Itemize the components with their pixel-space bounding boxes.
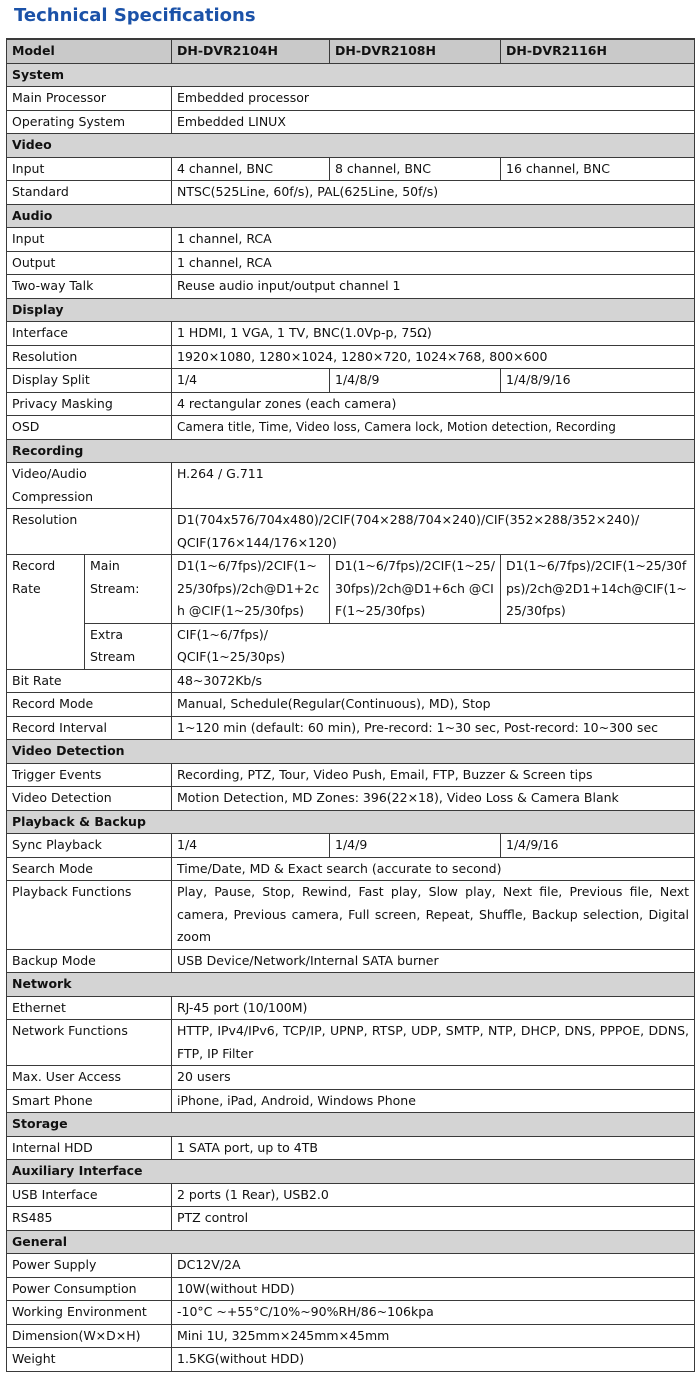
- sub-label: Extra Stream: [85, 623, 172, 669]
- row-value: D1(1~6/7fps)/2CIF(1~25/30fps)/2ch@D1+6ch @CIF(1~25/30fps): [330, 555, 501, 624]
- row-label: Internal HDD: [7, 1136, 172, 1160]
- row-value: iPhone, iPad, Android, Windows Phone: [172, 1089, 695, 1113]
- row-value: 10W(without HDD): [172, 1277, 695, 1301]
- row-value: 48~3072Kb/s: [172, 669, 695, 693]
- row-value: Mini 1U, 325mm×245mm×45mm: [172, 1324, 695, 1348]
- table-row: [7, 1207, 695, 1231]
- row-label: Privacy Masking: [7, 392, 172, 416]
- row-value: DC12V/2A: [172, 1254, 695, 1278]
- row-value: 1/4/8/9: [330, 369, 501, 393]
- row-value: Motion Detection, MD Zones: 396(22×18), Video Loss & Camera Blank: [172, 787, 695, 811]
- row-value: 1 SATA port, up to 4TB: [172, 1136, 695, 1160]
- table-row: [7, 369, 695, 393]
- section-row-video-detection: [7, 740, 695, 764]
- row-value: 8 channel, BNC: [330, 157, 501, 181]
- row-label: Playback Functions: [7, 881, 172, 950]
- row-value: Time/Date, MD & Exact search (accurate to second): [172, 857, 695, 881]
- row-value: 4 channel, BNC: [172, 157, 330, 181]
- row-label: Video/Audio Compression: [7, 463, 172, 509]
- section-title: Network: [7, 973, 695, 997]
- row-label: Power Consumption: [7, 1277, 172, 1301]
- row-value: 1/4: [172, 369, 330, 393]
- row-label: Bit Rate: [7, 669, 172, 693]
- row-value: Reuse audio input/output channel 1: [172, 275, 695, 299]
- table-row: [7, 275, 695, 299]
- row-value: D1(1~6/7fps)/2CIF(1~25/30fps)/2ch@2D1+14ch@CIF(1~25/30fps): [501, 555, 695, 624]
- row-value: 1 HDMI, 1 VGA, 1 TV, BNC(1.0Vp-p, 75Ω): [172, 322, 695, 346]
- table-row: [7, 1324, 695, 1348]
- table-row: [7, 110, 695, 134]
- section-title: Storage: [7, 1113, 695, 1137]
- table-row: [7, 1066, 695, 1090]
- section-row-recording: [7, 439, 695, 463]
- table-row: [7, 1254, 695, 1278]
- section-title: Display: [7, 298, 695, 322]
- row-value: NTSC(525Line, 60f/s), PAL(625Line, 50f/s): [172, 181, 695, 205]
- row-label: Backup Mode: [7, 949, 172, 973]
- section-title: Audio: [7, 204, 695, 228]
- row-value: 1 channel, RCA: [172, 228, 695, 252]
- section-row-auxiliary-interface: [7, 1160, 695, 1184]
- table-row: [7, 763, 695, 787]
- table-row: [7, 392, 695, 416]
- section-title: Playback & Backup: [7, 810, 695, 834]
- row-value: 1/4/9: [330, 834, 501, 858]
- row-value: 20 users: [172, 1066, 695, 1090]
- model-3: DH-DVR2116H: [501, 39, 695, 63]
- table-row: [7, 1277, 695, 1301]
- row-label: Max. User Access: [7, 1066, 172, 1090]
- row-label: Network Functions: [7, 1020, 172, 1066]
- row-value: 1 channel, RCA: [172, 251, 695, 275]
- row-value: PTZ control: [172, 1207, 695, 1231]
- row-value: HTTP, IPv4/IPv6, TCP/IP, UPNP, RTSP, UDP, SMTP, NTP, DHCP, DNS, PPPOE, DDNS, FTP, IP Filter: [172, 1020, 695, 1066]
- row-label: Sync Playback: [7, 834, 172, 858]
- section-row-display: [7, 298, 695, 322]
- page-title: Technical Specifications: [14, 5, 256, 26]
- table-row: [7, 949, 695, 973]
- row-value: USB Device/Network/Internal SATA burner: [172, 949, 695, 973]
- table-header-row: [7, 39, 695, 63]
- row-label: Main Processor: [7, 87, 172, 111]
- row-value: 1.5KG(without HDD): [172, 1348, 695, 1372]
- table-row: [7, 228, 695, 252]
- model-2: DH-DVR2108H: [330, 39, 501, 63]
- row-label: OSD: [7, 416, 172, 440]
- section-row-playback-backup: [7, 810, 695, 834]
- row-label: Trigger Events: [7, 763, 172, 787]
- row-label: Display Split: [7, 369, 172, 393]
- row-label: RS485: [7, 1207, 172, 1231]
- row-label: Output: [7, 251, 172, 275]
- section-row-storage: [7, 1113, 695, 1137]
- section-row-general: [7, 1230, 695, 1254]
- row-label: Input: [7, 228, 172, 252]
- section-title: Video Detection: [7, 740, 695, 764]
- row-value: 4 rectangular zones (each camera): [172, 392, 695, 416]
- section-row-network: [7, 973, 695, 997]
- row-label: Record Mode: [7, 693, 172, 717]
- table-row: [7, 693, 695, 717]
- table-row: [7, 1136, 695, 1160]
- table-row: [7, 623, 695, 669]
- row-label: Dimension(W×D×H): [7, 1324, 172, 1348]
- row-value: Camera title, Time, Video loss, Camera lock, Motion detection, Recording: [172, 416, 695, 440]
- table-row: [7, 716, 695, 740]
- row-value: CIF(1~6/7fps)/ QCIF(1~25/30ps): [172, 623, 695, 669]
- row-label: Smart Phone: [7, 1089, 172, 1113]
- row-label: Ethernet: [7, 996, 172, 1020]
- model-1: DH-DVR2104H: [172, 39, 330, 63]
- row-value: D1(704x576/704x480)/2CIF(704×288/704×240)/CIF(352×288/352×240)/ QCIF(176×144/176×120): [172, 509, 695, 555]
- table-row: [7, 555, 695, 624]
- table-row: [7, 181, 695, 205]
- row-label: Search Mode: [7, 857, 172, 881]
- table-row: [7, 881, 695, 950]
- table-row: [7, 1348, 695, 1372]
- row-value: Recording, PTZ, Tour, Video Push, Email, FTP, Buzzer & Screen tips: [172, 763, 695, 787]
- row-value: RJ-45 port (10/100M): [172, 996, 695, 1020]
- row-label: USB Interface: [7, 1183, 172, 1207]
- table-row: [7, 416, 695, 440]
- row-label: Weight: [7, 1348, 172, 1372]
- section-title: System: [7, 63, 695, 87]
- table-row: [7, 509, 695, 555]
- row-value: H.264 / G.711: [172, 463, 695, 509]
- table-row: [7, 996, 695, 1020]
- spec-table: [6, 38, 695, 1372]
- row-label: Standard: [7, 181, 172, 205]
- row-label: Power Supply: [7, 1254, 172, 1278]
- table-row: [7, 463, 695, 509]
- table-row: [7, 1089, 695, 1113]
- row-label: Interface: [7, 322, 172, 346]
- sub-label: Main Stream:: [85, 555, 172, 624]
- section-title: Video: [7, 134, 695, 158]
- row-value: Embedded processor: [172, 87, 695, 111]
- row-label: Operating System: [7, 110, 172, 134]
- row-value: 1/4/8/9/16: [501, 369, 695, 393]
- row-label: Resolution: [7, 345, 172, 369]
- table-row: [7, 322, 695, 346]
- table-row: [7, 87, 695, 111]
- table-row: [7, 1301, 695, 1325]
- row-label: Video Detection: [7, 787, 172, 811]
- row-label: Record Interval: [7, 716, 172, 740]
- section-title: General: [7, 1230, 695, 1254]
- row-label: Working Environment: [7, 1301, 172, 1325]
- row-value: 1/4: [172, 834, 330, 858]
- table-row: [7, 857, 695, 881]
- section-title: Recording: [7, 439, 695, 463]
- section-row-video: [7, 134, 695, 158]
- table-row: [7, 787, 695, 811]
- row-value: 1920×1080, 1280×1024, 1280×720, 1024×768, 800×600: [172, 345, 695, 369]
- table-row: [7, 251, 695, 275]
- section-row-audio: [7, 204, 695, 228]
- row-value: 2 ports (1 Rear), USB2.0: [172, 1183, 695, 1207]
- row-label: Two-way Talk: [7, 275, 172, 299]
- row-value: Manual, Schedule(Regular(Continuous), MD), Stop: [172, 693, 695, 717]
- table-row: [7, 1020, 695, 1066]
- row-label: Input: [7, 157, 172, 181]
- row-value: -10°C ~+55°C/10%~90%RH/86~106kpa: [172, 1301, 695, 1325]
- model-label: Model: [7, 39, 172, 63]
- row-value: Play, Pause, Stop, Rewind, Fast play, Slow play, Next file, Previous file, Next camera, Previous camera, Full screen, Repeat, Shuffle, Backup selection, Digital zoom: [172, 881, 695, 950]
- row-label: Record Rate: [7, 555, 85, 670]
- table-row: [7, 345, 695, 369]
- row-value: 16 channel, BNC: [501, 157, 695, 181]
- table-row: [7, 669, 695, 693]
- table-row: [7, 157, 695, 181]
- row-label: Resolution: [7, 509, 172, 555]
- row-value: 1~120 min (default: 60 min), Pre-record: 1~30 sec, Post-record: 10~300 sec: [172, 716, 695, 740]
- section-title: Auxiliary Interface: [7, 1160, 695, 1184]
- table-row: [7, 834, 695, 858]
- table-row: [7, 1183, 695, 1207]
- row-value: 1/4/9/16: [501, 834, 695, 858]
- row-value: D1(1~6/7fps)/2CIF(1~25/30fps)/2ch@D1+2ch @CIF(1~25/30fps): [172, 555, 330, 624]
- row-value: Embedded LINUX: [172, 110, 695, 134]
- section-row-system: [7, 63, 695, 87]
